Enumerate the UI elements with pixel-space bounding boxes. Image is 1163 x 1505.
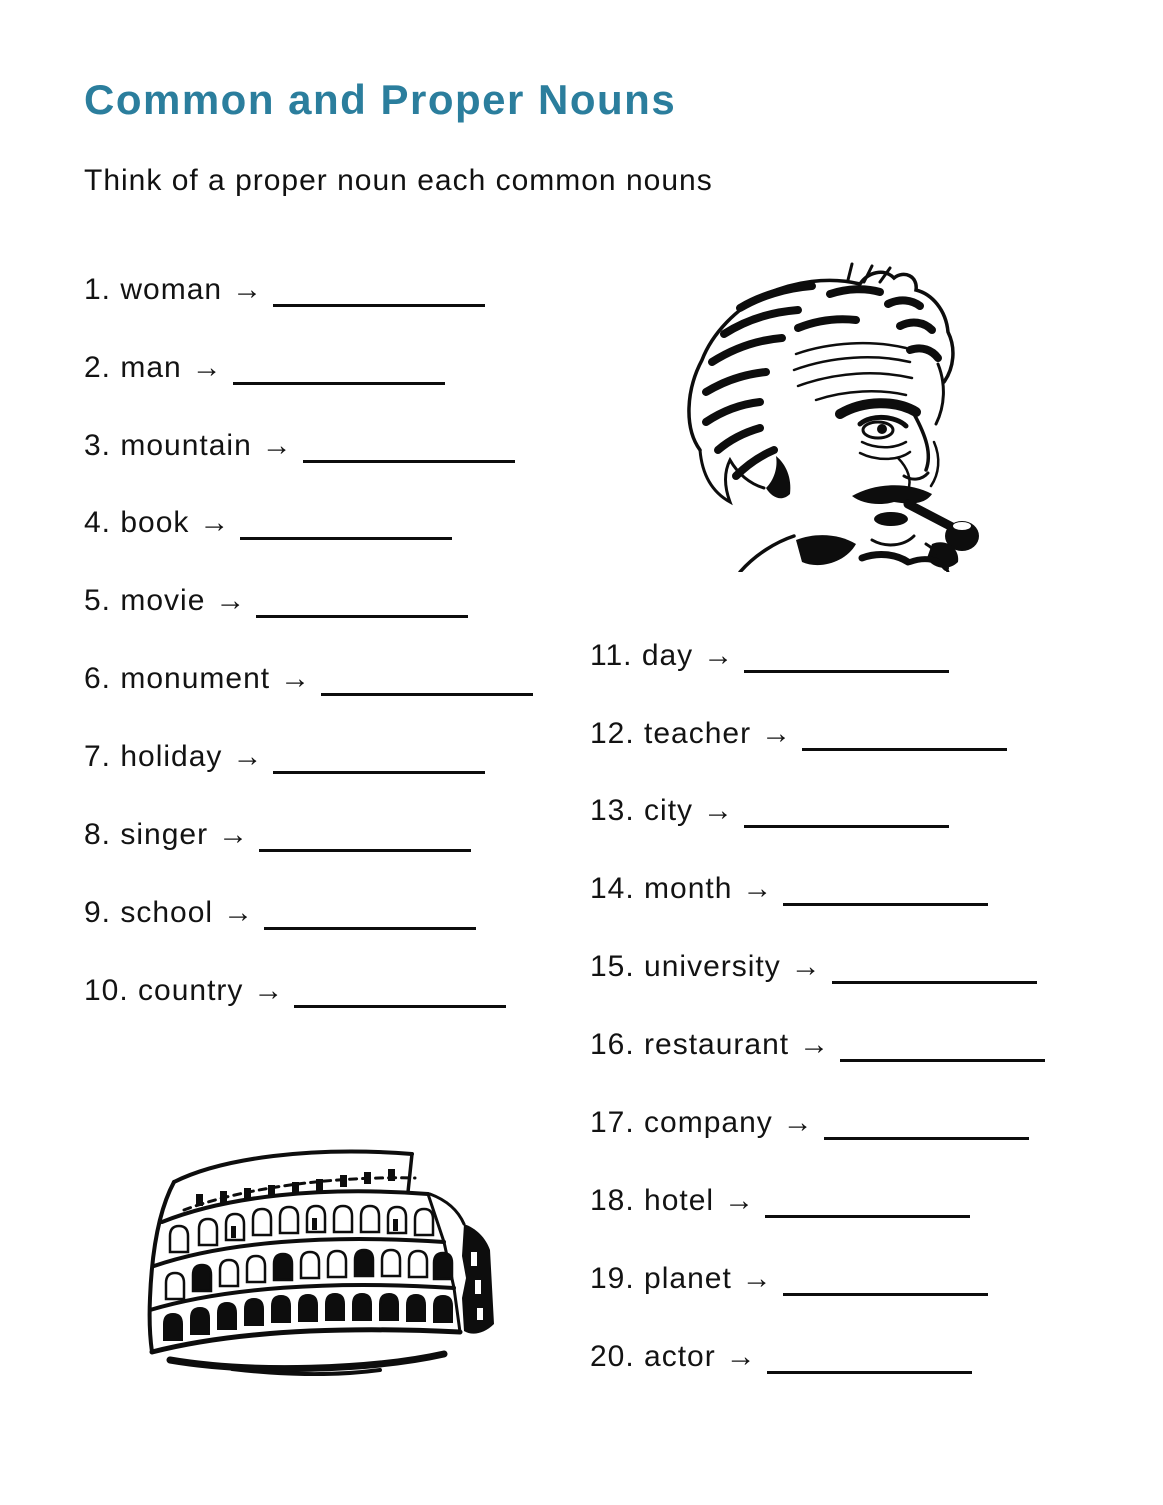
arrow-icon: →: [724, 1184, 756, 1217]
answer-blank: [824, 1116, 1029, 1140]
item-label: 14. month: [590, 872, 733, 905]
answer-blank: [294, 984, 506, 1008]
item-label: 7. holiday: [84, 740, 223, 773]
arrow-icon: →: [761, 717, 793, 750]
arrow-icon: →: [253, 974, 285, 1007]
worksheet-item: [590, 716, 1007, 752]
worksheet-item: [590, 871, 988, 907]
worksheet-item: [84, 583, 468, 619]
item-label: 8. singer: [84, 818, 209, 851]
item-label: 1. woman: [84, 273, 223, 306]
worksheet-item: [590, 1027, 1045, 1063]
page-title: Common and Proper Nouns: [84, 76, 677, 123]
answer-blank: [802, 727, 1007, 751]
item-label: 2. man: [84, 351, 182, 384]
answer-blank: [259, 828, 471, 852]
answer-blank: [303, 439, 515, 463]
item-label: 15. university: [590, 950, 781, 983]
worksheet-item: [590, 1105, 1029, 1141]
worksheet-item: [84, 505, 452, 541]
answer-blank: [840, 1038, 1045, 1062]
worksheet-item: [590, 1339, 972, 1375]
arrow-icon: →: [782, 1106, 814, 1139]
item-label: 6. monument: [84, 662, 271, 695]
arrow-icon: →: [232, 273, 264, 306]
arrow-icon: →: [261, 429, 293, 462]
arrow-icon: →: [703, 794, 735, 827]
worksheet-item: [84, 661, 533, 697]
worksheet-item: [84, 973, 506, 1009]
arrow-icon: →: [741, 1262, 773, 1295]
worksheet-item: [590, 1183, 970, 1219]
worksheet-item: [590, 638, 949, 674]
item-label: 3. mountain: [84, 429, 252, 462]
answer-blank: [240, 516, 452, 540]
worksheet-item: [590, 793, 949, 829]
answer-blank: [273, 750, 485, 774]
arrow-icon: →: [725, 1340, 757, 1373]
item-label: 11. day: [590, 639, 694, 672]
answer-blank: [783, 1272, 988, 1296]
worksheet-item: [84, 739, 485, 775]
answer-blank: [264, 906, 476, 930]
answer-blank: [744, 804, 949, 828]
worksheet-item: [84, 895, 476, 931]
answer-blank: [765, 1194, 970, 1218]
item-label: 17. company: [590, 1106, 773, 1139]
arrow-icon: →: [232, 740, 264, 773]
einstein-illustration: [648, 242, 988, 572]
item-label: 18. hotel: [590, 1184, 715, 1217]
arrow-icon: →: [742, 872, 774, 905]
arrow-icon: →: [199, 506, 231, 539]
worksheet-item: [84, 817, 471, 853]
page-subtitle: Think of a proper noun each common nouns: [84, 164, 713, 197]
arrow-icon: →: [223, 896, 255, 929]
item-label: 12. teacher: [590, 717, 752, 750]
item-label: 16. restaurant: [590, 1028, 790, 1061]
worksheet-item: [84, 428, 515, 464]
worksheet-item: [84, 350, 445, 386]
arrow-icon: →: [280, 662, 312, 695]
arrow-icon: →: [703, 639, 735, 672]
item-label: 13. city: [590, 794, 694, 827]
answer-blank: [832, 960, 1037, 984]
colosseum-illustration: [112, 1128, 512, 1376]
item-label: 4. book: [84, 506, 190, 539]
arrow-icon: →: [799, 1028, 831, 1061]
item-label: 9. school: [84, 896, 214, 929]
item-label: 19. planet: [590, 1262, 732, 1295]
answer-blank: [256, 594, 468, 618]
worksheet-item: [590, 949, 1037, 985]
answer-blank: [744, 649, 949, 673]
arrow-icon: →: [790, 950, 822, 983]
worksheet-item: [590, 1261, 988, 1297]
worksheet-item: [84, 272, 485, 308]
item-label: 20. actor: [590, 1340, 716, 1373]
item-label: 10. country: [84, 974, 244, 1007]
item-label: 5. movie: [84, 584, 206, 617]
arrow-icon: →: [191, 351, 223, 384]
answer-blank: [783, 882, 988, 906]
arrow-icon: →: [218, 818, 250, 851]
answer-blank: [233, 361, 445, 385]
answer-blank: [273, 283, 485, 307]
arrow-icon: →: [215, 584, 247, 617]
answer-blank: [321, 672, 533, 696]
answer-blank: [767, 1350, 972, 1374]
